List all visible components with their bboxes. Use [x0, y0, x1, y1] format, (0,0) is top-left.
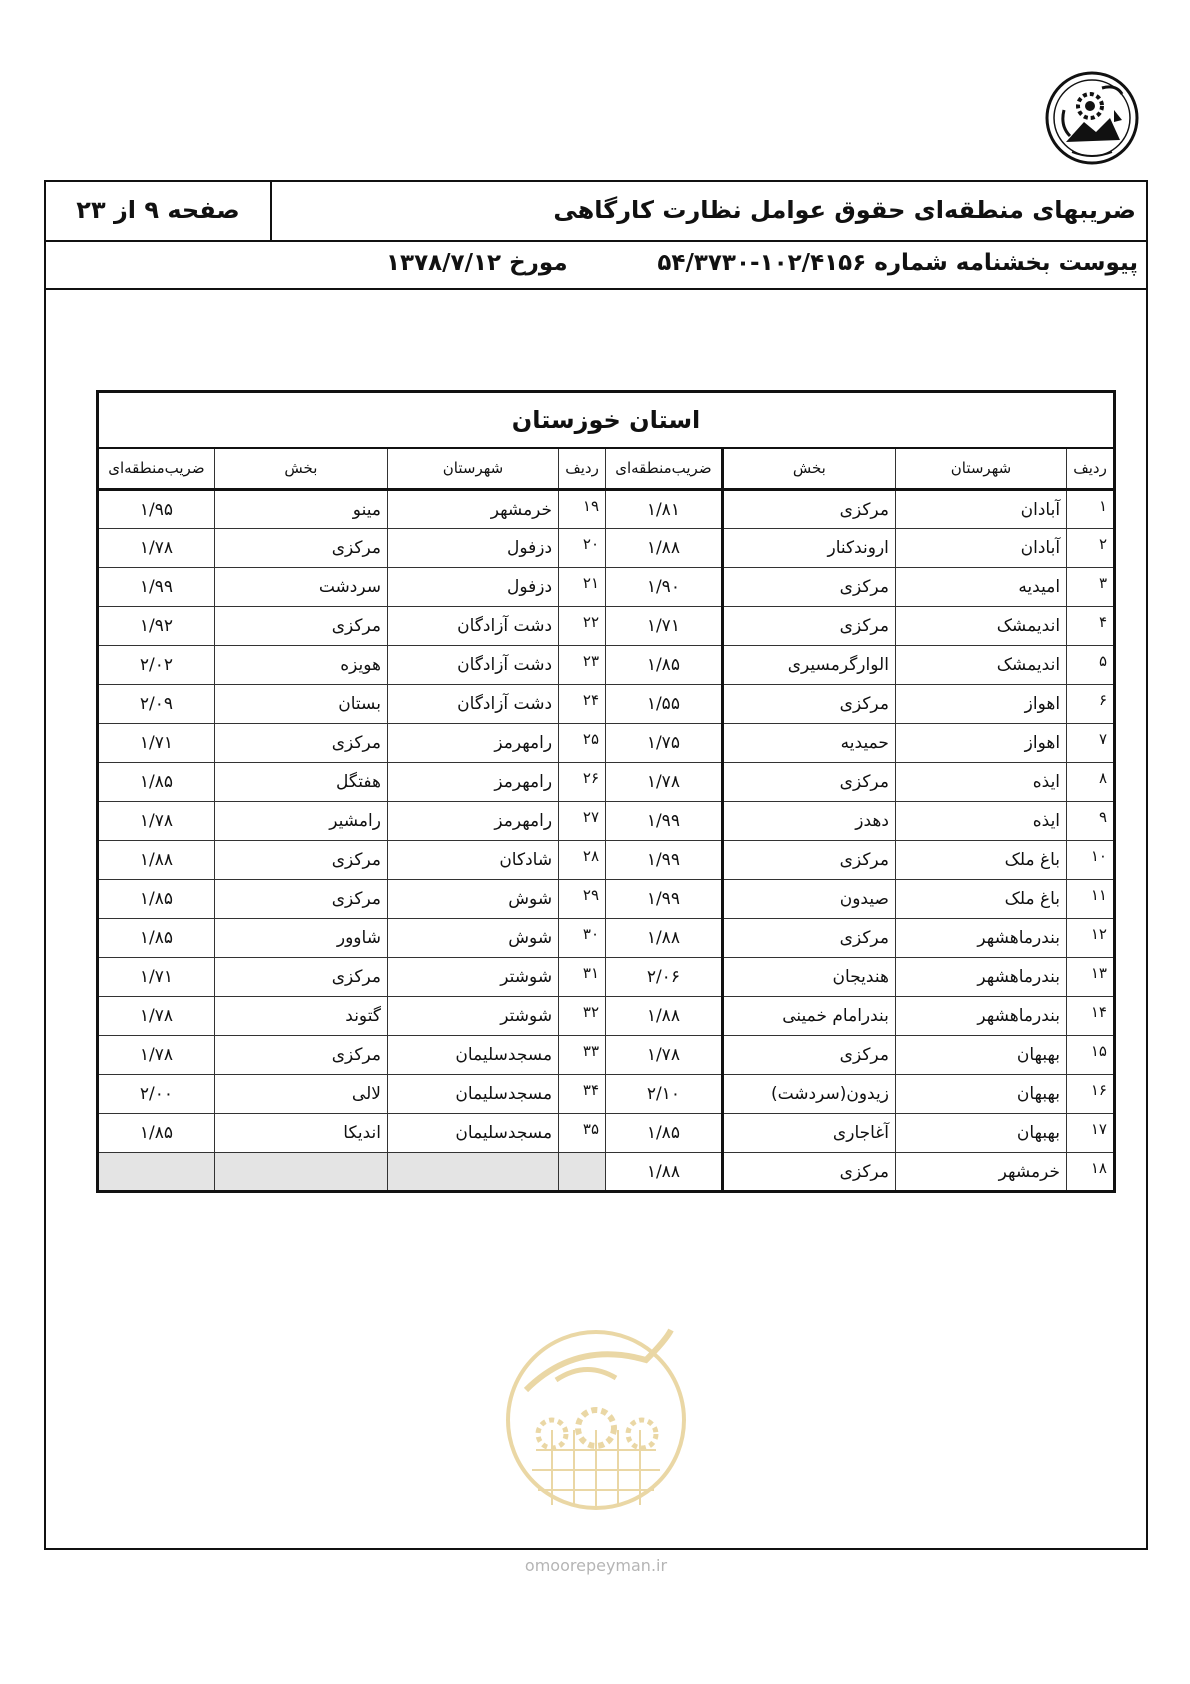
row-number: ۵ — [1067, 646, 1115, 685]
row-number: ۱۳ — [1067, 958, 1115, 997]
row-coefficient: ۱/۹۰ — [606, 568, 723, 607]
row-district: مرکزی — [214, 958, 387, 997]
table-row — [98, 1036, 1115, 1075]
row-number: ۱۱ — [1067, 880, 1115, 919]
row-number: ۱۸ — [1067, 1153, 1115, 1192]
row-coefficient: ۱/۷۱ — [98, 958, 215, 997]
page-number-cell — [46, 182, 272, 240]
row-district — [214, 1153, 387, 1192]
row-coefficient: ۱/۸۸ — [606, 1153, 723, 1192]
row-city: شادکان — [387, 841, 558, 880]
row-coefficient: ۱/۸۵ — [98, 763, 215, 802]
row-coefficient: ۱/۹۹ — [606, 880, 723, 919]
row-city: دشت آزادگان — [387, 607, 558, 646]
row-number: ۱۵ — [1067, 1036, 1115, 1075]
row-city: بندرماهشهر — [895, 997, 1066, 1036]
row-district: مینو — [214, 490, 387, 529]
row-coefficient: ۲/۰۰ — [98, 1075, 215, 1114]
row-coefficient: ۱/۸۱ — [606, 490, 723, 529]
row-city: خرمشهر — [895, 1153, 1066, 1192]
row-coefficient: ۱/۸۸ — [606, 997, 723, 1036]
row-city: ایذه — [895, 802, 1066, 841]
row-city: دزفول — [387, 529, 558, 568]
table-row — [98, 841, 1115, 880]
row-number: ۳ — [1067, 568, 1115, 607]
row-city: اهواز — [895, 724, 1066, 763]
row-coefficient: ۲/۰۶ — [606, 958, 723, 997]
header-district: بخش — [722, 448, 895, 490]
row-city: امیدیه — [895, 568, 1066, 607]
row-city: شوشتر — [387, 997, 558, 1036]
row-number: ۹ — [1067, 802, 1115, 841]
row-city: ایذه — [895, 763, 1066, 802]
row-city: بهبهان — [895, 1114, 1066, 1153]
row-number: ۸ — [1067, 763, 1115, 802]
row-number: ۱۰ — [1067, 841, 1115, 880]
table-header-row — [98, 448, 1115, 490]
organization-emblem-logo — [1044, 70, 1140, 166]
row-district: مرکزی — [214, 529, 387, 568]
circular-date: مورخ ۱۳۷۸/۷/۱۲ — [386, 250, 568, 276]
row-city: آبادان — [895, 529, 1066, 568]
row-coefficient: ۱/۷۸ — [606, 1036, 723, 1075]
row-district: مرکزی — [722, 1153, 895, 1192]
row-district: مرکزی — [722, 568, 895, 607]
row-district: مرکزی — [722, 685, 895, 724]
table-row — [98, 490, 1115, 529]
row-city: رامهرمز — [387, 802, 558, 841]
row-district: هویزه — [214, 646, 387, 685]
row-city: بندرماهشهر — [895, 958, 1066, 997]
province-name: استان خوزستان — [98, 392, 1115, 448]
row-coefficient: ۱/۷۸ — [98, 529, 215, 568]
row-number: ۲۸ — [559, 841, 606, 880]
row-number: ۲۶ — [559, 763, 606, 802]
row-number: ۶ — [1067, 685, 1115, 724]
row-city: بهبهان — [895, 1036, 1066, 1075]
row-city: بندرماهشهر — [895, 919, 1066, 958]
row-city: اهواز — [895, 685, 1066, 724]
row-number: ۱۷ — [1067, 1114, 1115, 1153]
row-number: ۲۱ — [559, 568, 606, 607]
row-district: مرکزی — [722, 607, 895, 646]
row-coefficient — [98, 1153, 215, 1192]
row-district: شاوور — [214, 919, 387, 958]
row-district: مرکزی — [214, 841, 387, 880]
row-number: ۷ — [1067, 724, 1115, 763]
row-coefficient: ۱/۹۲ — [98, 607, 215, 646]
row-district: مرکزی — [214, 1036, 387, 1075]
row-district: رامشیر — [214, 802, 387, 841]
row-coefficient: ۱/۸۵ — [606, 1114, 723, 1153]
watermark-url: omoorepeyman.ir — [524, 1556, 668, 1575]
row-coefficient: ۱/۸۸ — [606, 529, 723, 568]
row-district: مرکزی — [722, 1036, 895, 1075]
row-number: ۳۴ — [559, 1075, 606, 1114]
row-coefficient: ۱/۸۵ — [98, 1114, 215, 1153]
table-row — [98, 568, 1115, 607]
row-city: دشت آزادگان — [387, 685, 558, 724]
table-row — [98, 880, 1115, 919]
row-number: ۲۷ — [559, 802, 606, 841]
row-district: صیدون — [722, 880, 895, 919]
row-number: ۲ — [1067, 529, 1115, 568]
row-coefficient: ۱/۷۵ — [606, 724, 723, 763]
header-city: شهرستان — [895, 448, 1066, 490]
row-coefficient: ۱/۷۱ — [98, 724, 215, 763]
header-title-row — [46, 182, 1146, 242]
row-number: ۱۶ — [1067, 1075, 1115, 1114]
row-coefficient: ۱/۷۸ — [98, 802, 215, 841]
table-row — [98, 802, 1115, 841]
row-district: گتوند — [214, 997, 387, 1036]
row-district: زیدون(سردشت) — [722, 1075, 895, 1114]
table-row — [98, 724, 1115, 763]
table-row — [98, 646, 1115, 685]
row-number: ۳۳ — [559, 1036, 606, 1075]
row-city — [387, 1153, 558, 1192]
table-row — [98, 1075, 1115, 1114]
row-city: باغ ملک — [895, 841, 1066, 880]
row-city: مسجدسلیمان — [387, 1075, 558, 1114]
row-city: خرمشهر — [387, 490, 558, 529]
row-city: شوش — [387, 880, 558, 919]
row-district: مرکزی — [214, 724, 387, 763]
table-row — [98, 763, 1115, 802]
row-city: اندیمشک — [895, 646, 1066, 685]
row-district: حمیدیه — [722, 724, 895, 763]
row-coefficient: ۱/۹۹ — [606, 841, 723, 880]
province-coefficients-table — [96, 390, 1116, 1193]
row-coefficient: ۱/۷۸ — [98, 1036, 215, 1075]
row-district: بندرامام خمینی — [722, 997, 895, 1036]
table-body — [98, 490, 1115, 1192]
table-row — [98, 529, 1115, 568]
row-coefficient: ۱/۸۸ — [98, 841, 215, 880]
watermark-seal — [496, 1300, 696, 1560]
row-district: هفتگل — [214, 763, 387, 802]
row-city: شوشتر — [387, 958, 558, 997]
row-coefficient: ۱/۹۹ — [98, 568, 215, 607]
row-number: ۳۰ — [559, 919, 606, 958]
row-coefficient: ۲/۰۹ — [98, 685, 215, 724]
row-coefficient: ۱/۸۵ — [606, 646, 723, 685]
row-district: بستان — [214, 685, 387, 724]
row-coefficient: ۱/۸۵ — [98, 919, 215, 958]
row-district: دهدز — [722, 802, 895, 841]
row-city: آبادان — [895, 490, 1066, 529]
header-city: شهرستان — [387, 448, 558, 490]
row-number: ۳۵ — [559, 1114, 606, 1153]
row-number: ۴ — [1067, 607, 1115, 646]
row-district: هندیجان — [722, 958, 895, 997]
row-district: مرکزی — [214, 607, 387, 646]
table-row — [98, 997, 1115, 1036]
row-city: مسجدسلیمان — [387, 1036, 558, 1075]
row-number: ۲۹ — [559, 880, 606, 919]
row-number: ۱۲ — [1067, 919, 1115, 958]
row-number: ۲۲ — [559, 607, 606, 646]
circular-reference: پیوست بخشنامه شماره ۱۰۲/۴۱۵۶-۵۴/۳۷۳۰ — [657, 250, 1138, 276]
page-number: صفحه ۹ از ۲۳ — [76, 196, 240, 224]
table-row — [98, 607, 1115, 646]
row-district: مرکزی — [722, 841, 895, 880]
row-coefficient: ۱/۸۸ — [606, 919, 723, 958]
row-number: ۱۴ — [1067, 997, 1115, 1036]
row-city: رامهرمز — [387, 763, 558, 802]
header-num: ردیف — [559, 448, 606, 490]
row-coefficient: ۱/۸۵ — [98, 880, 215, 919]
row-number: ۳۱ — [559, 958, 606, 997]
row-number: ۲۳ — [559, 646, 606, 685]
header-num: ردیف — [1067, 448, 1115, 490]
row-coefficient: ۲/۰۲ — [98, 646, 215, 685]
row-district: مرکزی — [722, 919, 895, 958]
row-district: مرکزی — [722, 490, 895, 529]
row-number: ۲۰ — [559, 529, 606, 568]
row-coefficient: ۱/۵۵ — [606, 685, 723, 724]
header-coef: ضریب‌منطقه‌ای — [606, 448, 723, 490]
table-row — [98, 958, 1115, 997]
table-row — [98, 919, 1115, 958]
row-city: اندیمشک — [895, 607, 1066, 646]
row-coefficient: ۱/۹۹ — [606, 802, 723, 841]
row-district: لالی — [214, 1075, 387, 1114]
row-district: اندیکا — [214, 1114, 387, 1153]
row-city: دشت آزادگان — [387, 646, 558, 685]
row-coefficient: ۱/۹۵ — [98, 490, 215, 529]
row-city: شوش — [387, 919, 558, 958]
header-coef: ضریب‌منطقه‌ای — [98, 448, 215, 490]
table-row — [98, 1153, 1115, 1192]
row-number: ۲۵ — [559, 724, 606, 763]
row-coefficient: ۱/۷۱ — [606, 607, 723, 646]
row-district: مرکزی — [722, 763, 895, 802]
row-city: بهبهان — [895, 1075, 1066, 1114]
document-title: ضریبهای منطقه‌ای حقوق عوامل نظارت کارگاهی — [553, 196, 1136, 224]
row-city: رامهرمز — [387, 724, 558, 763]
row-number: ۳۲ — [559, 997, 606, 1036]
table-row — [98, 1114, 1115, 1153]
row-number — [559, 1153, 606, 1192]
row-coefficient: ۲/۱۰ — [606, 1075, 723, 1114]
row-district: الوارگرمسیری — [722, 646, 895, 685]
row-district: اروندکنار — [722, 529, 895, 568]
header-reference-row — [46, 242, 1146, 290]
table-row — [98, 685, 1115, 724]
row-coefficient: ۱/۷۸ — [98, 997, 215, 1036]
row-district: سردشت — [214, 568, 387, 607]
row-coefficient: ۱/۷۸ — [606, 763, 723, 802]
row-city: باغ ملک — [895, 880, 1066, 919]
row-district: مرکزی — [214, 880, 387, 919]
header-district: بخش — [214, 448, 387, 490]
row-number: ۱۹ — [559, 490, 606, 529]
row-number: ۲۴ — [559, 685, 606, 724]
row-city: مسجدسلیمان — [387, 1114, 558, 1153]
row-district: آغاجاری — [722, 1114, 895, 1153]
row-number: ۱ — [1067, 490, 1115, 529]
row-city: دزفول — [387, 568, 558, 607]
